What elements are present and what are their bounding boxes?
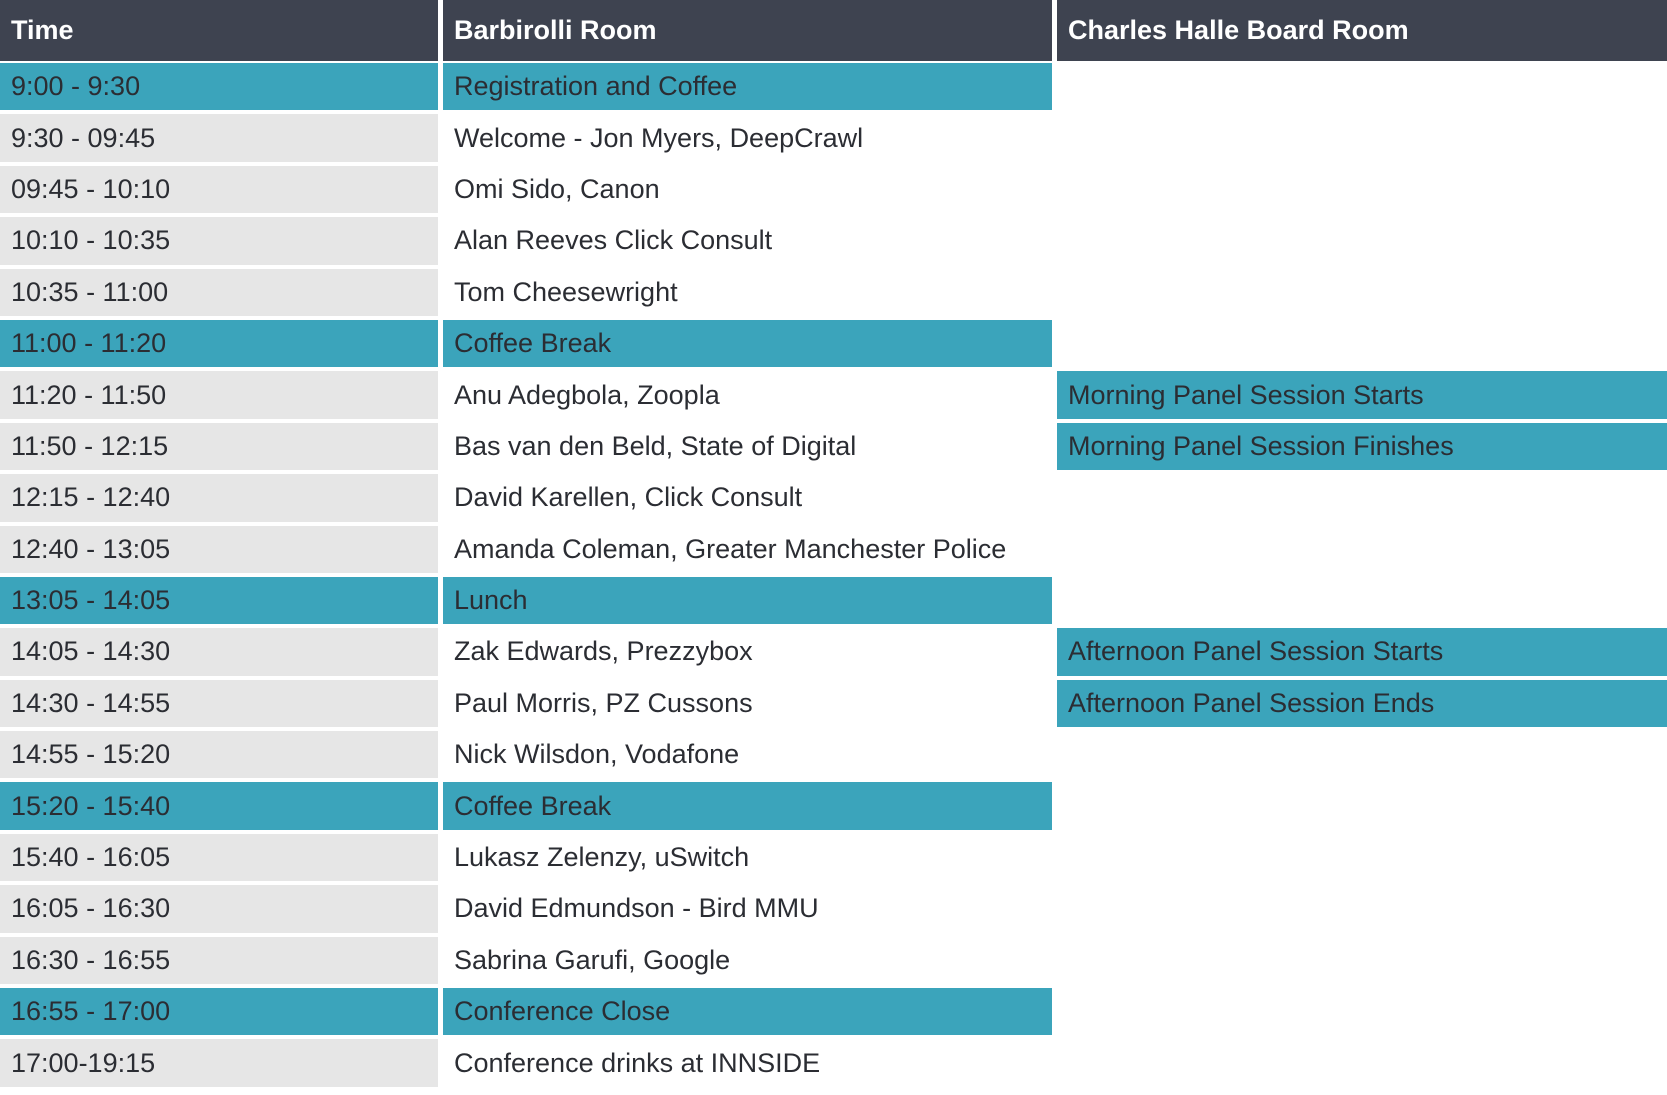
barbirolli-session-cell: Bas van den Beld, State of Digital <box>443 423 1052 470</box>
time-cell: 11:50 - 12:15 <box>0 423 438 470</box>
table-row <box>0 164 1667 215</box>
barbirolli-session-cell: Paul Morris, PZ Cussons <box>443 680 1052 727</box>
time-cell: 10:10 - 10:35 <box>0 217 438 264</box>
board-room-session-cell <box>1057 269 1667 316</box>
board-room-session-cell <box>1057 834 1667 881</box>
barbirolli-session-cell: Coffee Break <box>443 320 1052 367</box>
barbirolli-session-cell: Alan Reeves Click Consult <box>443 217 1052 264</box>
board-room-session-cell: Morning Panel Session Finishes <box>1057 423 1667 470</box>
table-row <box>0 112 1667 163</box>
time-cell: 9:00 - 9:30 <box>0 63 438 110</box>
table-body <box>0 61 1667 1089</box>
barbirolli-session-cell: Tom Cheesewright <box>443 269 1052 316</box>
table-row <box>0 883 1667 934</box>
board-room-session-cell <box>1057 731 1667 778</box>
table-row <box>0 369 1667 420</box>
time-cell: 12:15 - 12:40 <box>0 474 438 521</box>
barbirolli-session-cell: Anu Adegbola, Zoopla <box>443 371 1052 418</box>
table-row <box>0 267 1667 318</box>
table-row <box>0 421 1667 472</box>
board-room-session-cell: Afternoon Panel Session Starts <box>1057 628 1667 675</box>
time-cell: 10:35 - 11:00 <box>0 269 438 316</box>
barbirolli-session-cell: Conference drinks at INNSIDE <box>443 1039 1052 1086</box>
board-room-session-cell <box>1057 217 1667 264</box>
table-row <box>0 986 1667 1037</box>
time-cell: 15:40 - 16:05 <box>0 834 438 881</box>
barbirolli-session-cell: Zak Edwards, Prezzybox <box>443 628 1052 675</box>
board-room-session-cell <box>1057 474 1667 521</box>
barbirolli-session-cell: Lunch <box>443 577 1052 624</box>
table-row <box>0 1037 1667 1088</box>
board-room-session-cell <box>1057 577 1667 624</box>
barbirolli-session-cell: David Karellen, Click Consult <box>443 474 1052 521</box>
time-cell: 16:55 - 17:00 <box>0 988 438 1035</box>
time-cell: 9:30 - 09:45 <box>0 114 438 161</box>
time-cell: 09:45 - 10:10 <box>0 166 438 213</box>
board-room-session-cell: Morning Panel Session Starts <box>1057 371 1667 418</box>
barbirolli-session-cell: David Edmundson - Bird MMU <box>443 885 1052 932</box>
board-room-session-cell: Afternoon Panel Session Ends <box>1057 680 1667 727</box>
table-row <box>0 780 1667 831</box>
time-cell: 14:05 - 14:30 <box>0 628 438 675</box>
time-cell: 16:30 - 16:55 <box>0 937 438 984</box>
table-row <box>0 472 1667 523</box>
header-charles-halle-board-room: Charles Halle Board Room <box>1057 0 1667 61</box>
barbirolli-session-cell: Lukasz Zelenzy, uSwitch <box>443 834 1052 881</box>
barbirolli-session-cell: Omi Sido, Canon <box>443 166 1052 213</box>
board-room-session-cell <box>1057 166 1667 213</box>
table-header <box>0 0 1667 61</box>
board-room-session-cell <box>1057 320 1667 367</box>
barbirolli-session-cell: Amanda Coleman, Greater Manchester Police <box>443 526 1052 573</box>
time-cell: 13:05 - 14:05 <box>0 577 438 624</box>
table-row <box>0 215 1667 266</box>
barbirolli-session-cell: Coffee Break <box>443 782 1052 829</box>
barbirolli-session-cell: Conference Close <box>443 988 1052 1035</box>
barbirolli-session-cell: Registration and Coffee <box>443 63 1052 110</box>
board-room-session-cell <box>1057 526 1667 573</box>
time-cell: 12:40 - 13:05 <box>0 526 438 573</box>
barbirolli-session-cell: Sabrina Garufi, Google <box>443 937 1052 984</box>
table-row <box>0 729 1667 780</box>
table-row <box>0 626 1667 677</box>
table-row <box>0 832 1667 883</box>
time-cell: 11:20 - 11:50 <box>0 371 438 418</box>
barbirolli-session-cell: Welcome - Jon Myers, DeepCrawl <box>443 114 1052 161</box>
table-row <box>0 575 1667 626</box>
time-cell: 17:00-19:15 <box>0 1039 438 1086</box>
board-room-session-cell <box>1057 885 1667 932</box>
header-barbirolli-room: Barbirolli Room <box>443 0 1052 61</box>
time-cell: 14:30 - 14:55 <box>0 680 438 727</box>
table-row <box>0 61 1667 112</box>
board-room-session-cell <box>1057 1039 1667 1086</box>
board-room-session-cell <box>1057 782 1667 829</box>
board-room-session-cell <box>1057 937 1667 984</box>
table-row <box>0 678 1667 729</box>
board-room-session-cell <box>1057 988 1667 1035</box>
board-room-session-cell <box>1057 114 1667 161</box>
table-row <box>0 935 1667 986</box>
barbirolli-session-cell: Nick Wilsdon, Vodafone <box>443 731 1052 778</box>
table-row <box>0 318 1667 369</box>
time-cell: 16:05 - 16:30 <box>0 885 438 932</box>
table-row <box>0 524 1667 575</box>
time-cell: 15:20 - 15:40 <box>0 782 438 829</box>
time-cell: 11:00 - 11:20 <box>0 320 438 367</box>
time-cell: 14:55 - 15:20 <box>0 731 438 778</box>
board-room-session-cell <box>1057 63 1667 110</box>
header-time: Time <box>0 0 438 61</box>
